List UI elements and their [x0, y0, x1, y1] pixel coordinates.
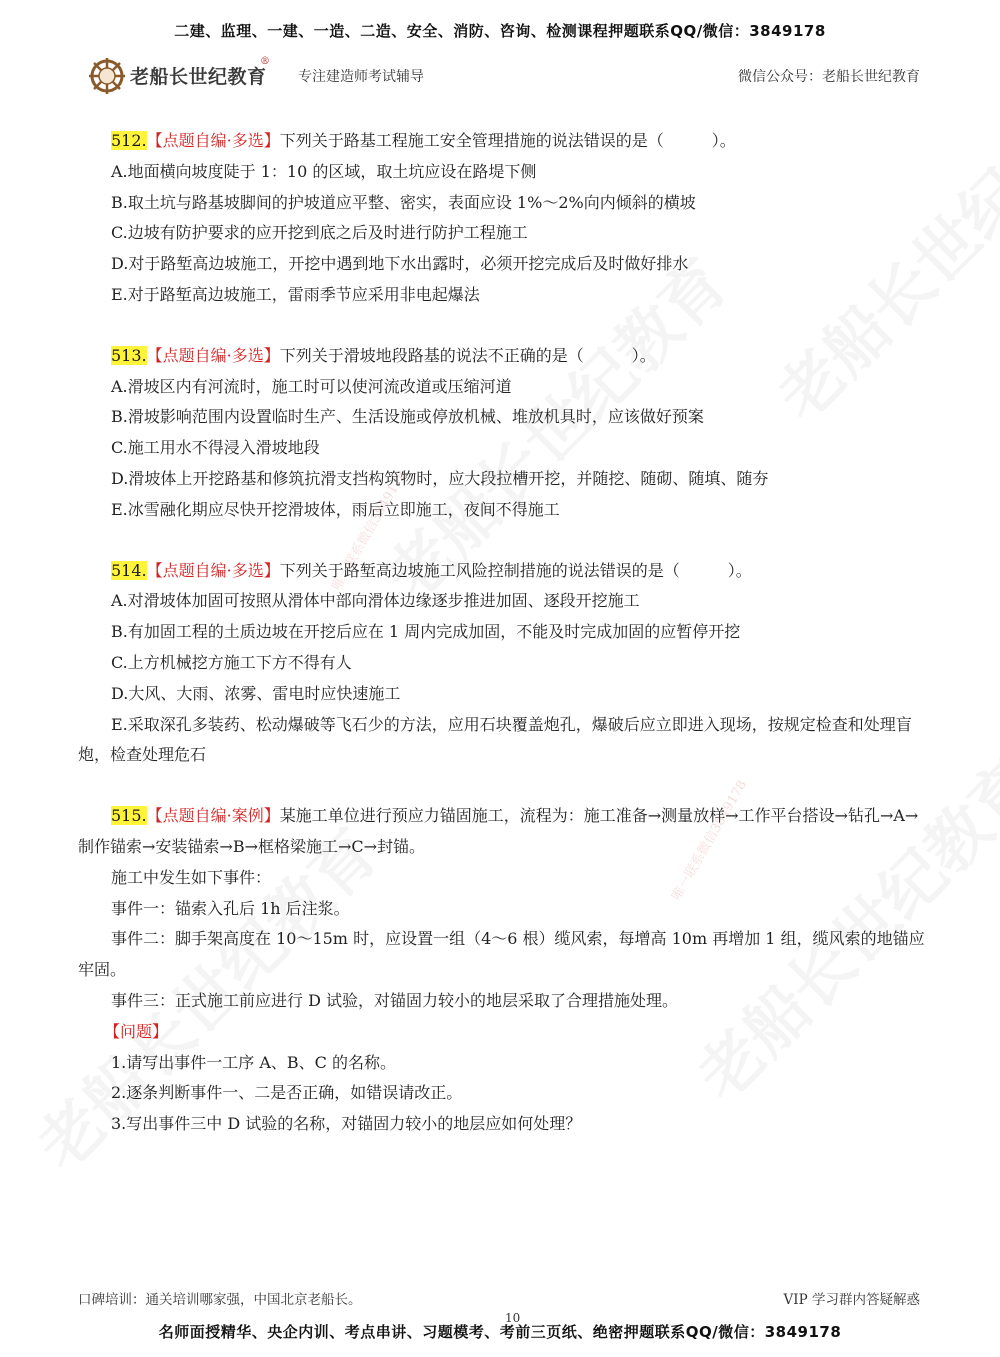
logo-text: 老船长世纪教育 — [130, 66, 267, 88]
ship-wheel-icon — [88, 57, 126, 95]
registered-mark: ® — [260, 56, 270, 67]
question-number: 513. — [111, 345, 147, 365]
option-c: C.上方机械挖方施工下方不得有人 — [111, 652, 352, 672]
option-a: A.滑坡区内有河流时，施工时可以使河流改道或压缩河道 — [111, 376, 512, 396]
option-b: B.有加固工程的土质边坡在开挖后应在 1 周内完成加固，不能及时完成加固的应暂停开挖 — [111, 622, 741, 642]
question-tag: 【点题自编·多选】 — [146, 560, 280, 580]
case-stem — [78, 801, 928, 863]
option-e: E.对于路堑高边坡施工，雷雨季节应采用非电起爆法 — [111, 284, 480, 304]
case-question-3: 3.写出事件三中 D 试验的名称，对锚固力较小的地层应如何处理？ — [111, 1114, 582, 1134]
option-d: D.对于路堑高边坡施工，开挖中遇到地下水出露时，必须开挖完成后及时做好排水 — [111, 254, 689, 274]
question-text: 下列关于滑坡地段路基的说法不正确的是（ ）。 — [279, 345, 656, 365]
option-b: B.取土坑与路基坡脚间的护坡道应平整、密实，表面应设 1%～2%向内倾斜的横坡 — [111, 192, 696, 212]
footer-vip: VIP 学习群内答疑解惑 — [783, 1292, 920, 1308]
option-a: A.地面横向坡度陡于 1：10 的区域，取土坑应设在路堤下侧 — [111, 161, 537, 181]
question-513 — [78, 341, 928, 526]
question-tag: 【点题自编·多选】 — [146, 131, 280, 150]
question-tag: 【点题自编·案例】 — [146, 806, 280, 826]
option-d: D.滑坡体上开挖路基和修筑抗滑支挡构筑物时，应大段拉槽开挖，并随挖、随砌、随填、随夯 — [111, 468, 769, 488]
question-number: 514. — [111, 560, 147, 580]
question-stem — [78, 126, 928, 157]
option-a: A.对滑坡体加固可按照从滑体中部向滑体边缘逐步推进加固、逐段开挖施工 — [111, 591, 640, 611]
event-1: 事件一：锚索入孔后 1h 后注浆。 — [111, 898, 350, 918]
question-label: 【问题】 — [104, 1021, 169, 1041]
top-banner: 二建、监理、一建、一造、二造、安全、消防、咨询、检测课程押题联系QQ/微信：3849178 — [174, 22, 826, 40]
question-514 — [78, 556, 928, 772]
watermark-contact-2: 唯一联系微信3849178 — [669, 777, 751, 904]
case-question-1: 1.请写出事件一工序 A、B、C 的名称。 — [111, 1052, 396, 1072]
page-header — [88, 56, 920, 96]
event-3: 事件三：正式施工前应进行 D 试验，对锚固力较小的地层采取了合理措施处理。 — [111, 990, 679, 1010]
question-stem — [78, 556, 928, 587]
case-intro: 施工中发生如下事件： — [111, 867, 272, 887]
option-c: C.边坡有防护要求的应开挖到底之后及时进行防护工程施工 — [111, 223, 528, 243]
question-number: 512. — [111, 131, 147, 150]
question-text: 下列关于路堑高边坡施工风险控制措施的说法错误的是（ ）。 — [279, 560, 752, 580]
footer-slogan: 口碑培训：通关培训哪家强，中国北京老船长。 — [78, 1292, 362, 1308]
question-512 — [78, 126, 928, 311]
case-question-2: 2.逐条判断事件一、二是否正确，如错误请改正。 — [111, 1083, 463, 1103]
option-c: C.施工用水不得浸入滑坡地段 — [111, 438, 320, 458]
question-stem — [78, 341, 928, 372]
event-2: 事件二：脚手架高度在 10～15m 时，应设置一组（4～6 根）缆风索，每增高 10m 再增加 1 组，缆风索的地锚应牢固。 — [78, 929, 925, 980]
option-d: D.大风、大雨、浓雾、雷电时应快速施工 — [111, 683, 401, 703]
option-e: E.冰雪融化期应尽快开挖滑坡体，雨后立即施工，夜间不得施工 — [111, 499, 560, 519]
logo — [88, 56, 278, 96]
page-number: 10 — [505, 1311, 521, 1325]
question-tag: 【点题自编·多选】 — [146, 345, 280, 365]
case-text: 某施工单位进行预应力锚固施工，流程为：施工准备→测量放样→工作平台搭设→钻孔→A→制作锚索→安装锚索→B→框格梁施工→C→封锚。 — [78, 806, 919, 856]
document-body — [78, 126, 928, 1170]
header-tagline: 专注建造师考试辅导 — [298, 69, 424, 85]
bottom-banner: 名师面授精华、央企内训、考点串讲、习题模考、考前三页纸、绝密押题联系QQ/微信：3849178 — [158, 1323, 842, 1341]
question-515-case — [78, 801, 928, 1140]
watermark-contact-1: 唯一联系微信3849178 — [329, 467, 411, 594]
option-b: B.滑坡影响范围内设置临时生产、生活设施或停放机械、堆放机具时，应该做好预案 — [111, 407, 704, 427]
question-number: 515. — [111, 806, 147, 826]
option-e: E.采取深孔多装药、松动爆破等飞石少的方法，应用石块覆盖炮孔，爆破后应立即进入现场，按规定检查和处理盲炮，检查处理危石 — [78, 714, 912, 765]
question-text: 下列关于路基工程施工安全管理措施的说法错误的是（ ）。 — [279, 131, 736, 150]
header-wechat: 微信公众号：老船长世纪教育 — [738, 69, 920, 85]
